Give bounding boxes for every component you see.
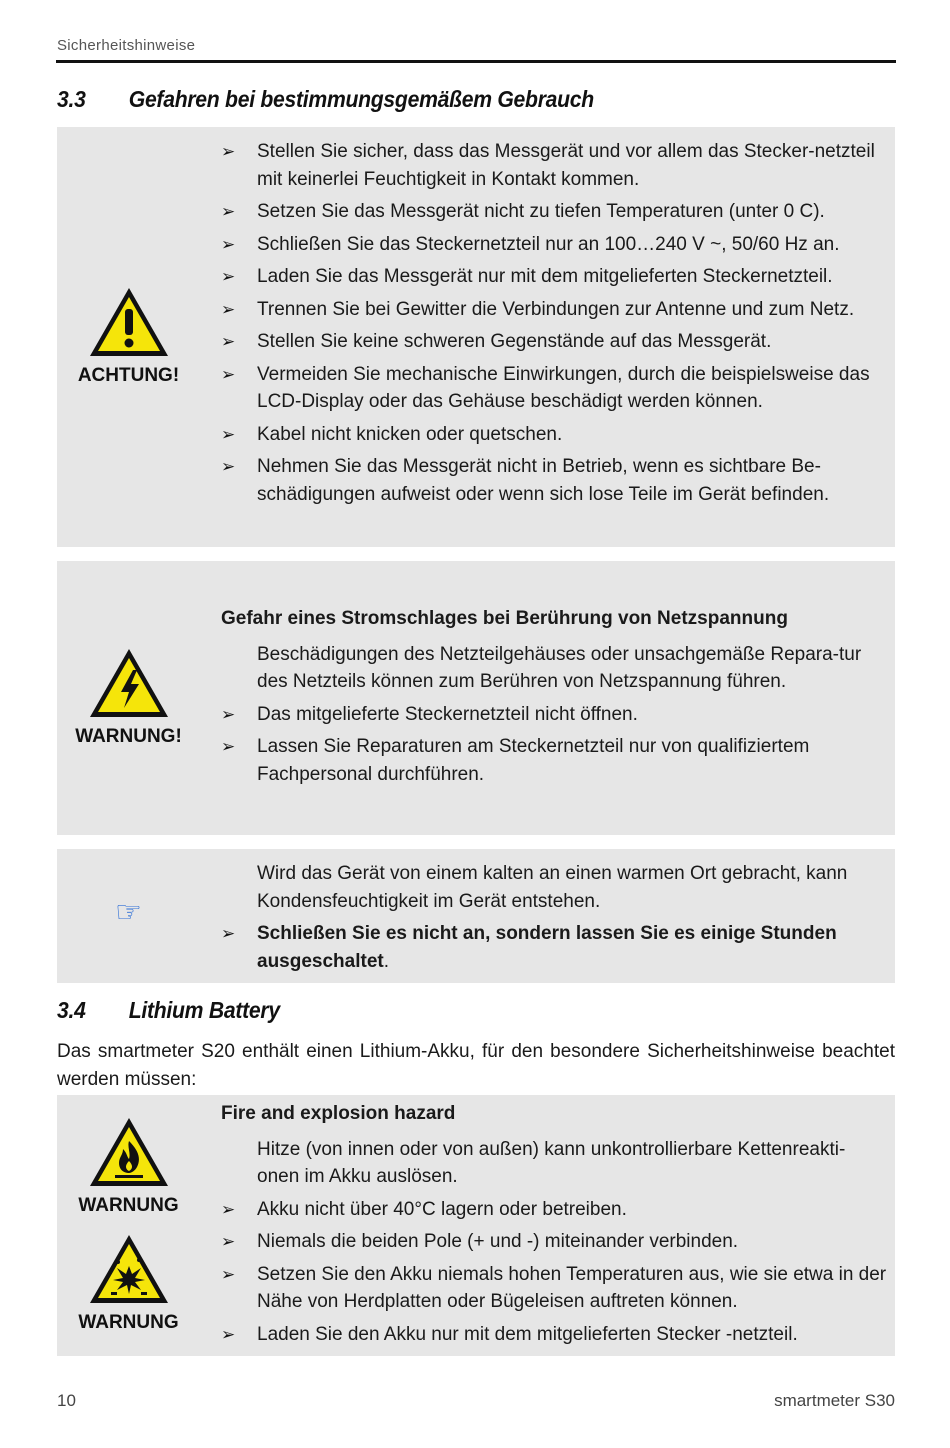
bullet-arrow-icon: ➢ [221, 1324, 236, 1344]
note-intro: Wird das Gerät von einem kalten an einen warmen Ort gebracht, kann Kondensfeuchtigkeit im Gerät entstehen. [257, 863, 848, 912]
list-item [221, 1261, 887, 1316]
list-item [221, 1196, 887, 1224]
section-number: 3.4 [57, 997, 86, 1023]
list-item-text: Setzen Sie den Akku niemals hohen Temperaturen aus, wie sie etwa in der Nähe von Herdplatten oder Bügeleisen auftreten können. [257, 1263, 887, 1312]
caution-label: ACHTUNG! [77, 365, 180, 386]
bullet-arrow-icon: ➢ [221, 704, 236, 724]
electric-content [221, 605, 887, 793]
bullet-arrow-icon: ➢ [221, 424, 236, 444]
list-item-text: Lassen Sie Reparaturen am Steckernetzteil nur von qualifiziertem Fachpersonal durchführen. [257, 736, 810, 785]
note-tail-text: . [383, 950, 390, 972]
section-title: Lithium Battery [128, 997, 280, 1023]
caution-sign-group [57, 285, 200, 387]
list-item [221, 1321, 887, 1349]
header-rule [56, 60, 896, 63]
bullet-arrow-icon: ➢ [221, 202, 236, 221]
list-item-text: Stellen Sie keine schweren Gegenstände auf das Messgerät. [257, 331, 772, 352]
battery-list [221, 1196, 887, 1349]
caution-list [221, 138, 887, 508]
note-bold-text: Schließen Sie es nicht an, sondern lassen Sie es einige Stunden ausgeschaltet [257, 923, 837, 972]
list-item-text: Schließen Sie das Steckernetzteil nur an 100…240 V ~, 50/60 Hz an. [257, 233, 840, 255]
page-number: 10 [57, 1391, 76, 1410]
list-item [221, 1228, 887, 1256]
note-icon-group [57, 895, 200, 930]
battery-content [221, 1100, 887, 1353]
list-item [221, 733, 887, 788]
note-list [221, 920, 887, 975]
list-item [221, 421, 887, 449]
fire-warning-label: WARNUNG [78, 1195, 179, 1216]
explosion-sign-group [57, 1232, 200, 1334]
list-item [221, 361, 887, 416]
pointing-hand-icon: ☞ [115, 895, 142, 930]
flammable-warning-icon [87, 1115, 171, 1189]
exclamation-warning-icon [87, 285, 171, 359]
battery-warning-box [57, 1095, 895, 1356]
bullet-arrow-icon: ➢ [221, 1264, 236, 1284]
list-item-text: Laden Sie den Akku nur mit dem mitgelieferten Stecker -netzteil. [257, 1323, 798, 1345]
list-item [221, 198, 887, 226]
bullet-arrow-icon: ➢ [221, 364, 236, 384]
explosion-warning-label: WARNUNG [78, 1312, 179, 1333]
bullet-arrow-icon: ➢ [221, 332, 236, 351]
bullet-arrow-icon: ➢ [221, 1232, 236, 1251]
list-item-text: Vermeiden Sie mechanische Einwirkungen, durch die beispielsweise das LCD-Display oder das Gehäuse beschädigt werden können. [257, 363, 870, 412]
battery-warning-intro: Hitze (von innen oder von außen) kann unkontrollierbare Kettenreakti-onen im Akku auslösen. [257, 1138, 846, 1187]
electric-warning-title: Gefahr eines Stromschlages bei Berührung von Netzspannung [221, 608, 788, 629]
section-heading-3-4 [57, 997, 280, 1033]
list-item [221, 701, 887, 729]
electric-sign-group [57, 646, 200, 748]
note-content [221, 860, 887, 980]
battery-warning-title: Fire and explosion hazard [221, 1103, 456, 1124]
list-item-text: Akku nicht über 40°C lagern oder betreiben. [257, 1198, 627, 1220]
bullet-arrow-icon: ➢ [221, 299, 236, 319]
note-box [57, 849, 895, 983]
list-item [221, 328, 887, 356]
bullet-arrow-icon: ➢ [221, 737, 236, 756]
list-item-text: Stellen Sie sicher, dass das Messgerät und vor allem das Stecker-netzteil mit keinerlei Feuchtigkeit in Kontakt kommen. [257, 141, 875, 190]
list-item-text: Niemals die beiden Pole (+ und -) miteinander verbinden. [257, 1231, 739, 1252]
running-header: Sicherheitshinweise [57, 37, 196, 54]
caution-box [57, 127, 895, 547]
explosive-warning-icon [87, 1232, 171, 1306]
bullet-arrow-icon: ➢ [221, 924, 236, 943]
list-item [221, 138, 887, 193]
electric-warning-box [57, 561, 895, 835]
electric-list [221, 701, 887, 789]
bullet-arrow-icon: ➢ [221, 267, 236, 286]
list-item-text: Trennen Sie bei Gewitter die Verbindungen zur Antenne und zum Netz. [257, 298, 855, 320]
bullet-arrow-icon: ➢ [221, 1199, 236, 1219]
list-item-text: Laden Sie das Messgerät nur mit dem mitgelieferten Steckernetzteil. [257, 266, 833, 287]
list-item [221, 231, 887, 259]
section-title: Gefahren bei bestimmungsgemäßem Gebrauch [128, 86, 594, 112]
list-item-text: Kabel nicht knicken oder quetschen. [257, 423, 563, 445]
bullet-arrow-icon: ➢ [221, 142, 236, 161]
electric-warning-intro: Beschädigungen des Netzteilgehäuses oder unsachgemäße Repara-tur des Netzteils können zum Berühren von Netzspannung führen. [257, 643, 862, 692]
lithium-intro-paragraph: Das smartmeter S20 enthält einen Lithium-Akku, für den besondere Sicherheitshinweise beachtet werden müssen: [57, 1041, 895, 1090]
caution-content [221, 138, 887, 513]
list-item-text: Setzen Sie das Messgerät nicht zu tiefen Temperaturen (unter 0 C). [257, 201, 825, 222]
list-item-text: Nehmen Sie das Messgerät nicht in Betrieb, wenn es sichtbare Be-schädigungen aufweist oder wenn sich lose Teile im Gerät befinden. [257, 456, 830, 505]
electric-shock-warning-icon [87, 646, 171, 720]
bullet-arrow-icon: ➢ [221, 457, 236, 476]
list-item [221, 920, 887, 975]
fire-sign-group [57, 1115, 200, 1217]
product-name: smartmeter S30 [774, 1391, 895, 1410]
list-item-text: Das mitgelieferte Steckernetzteil nicht öffnen. [257, 703, 638, 725]
section-number: 3.3 [57, 86, 86, 112]
bullet-arrow-icon: ➢ [221, 234, 236, 254]
list-item [221, 453, 887, 508]
list-item [221, 263, 887, 291]
section-heading-3-3 [57, 86, 594, 122]
list-item [221, 296, 887, 324]
electric-warning-label: WARNUNG! [75, 726, 182, 747]
